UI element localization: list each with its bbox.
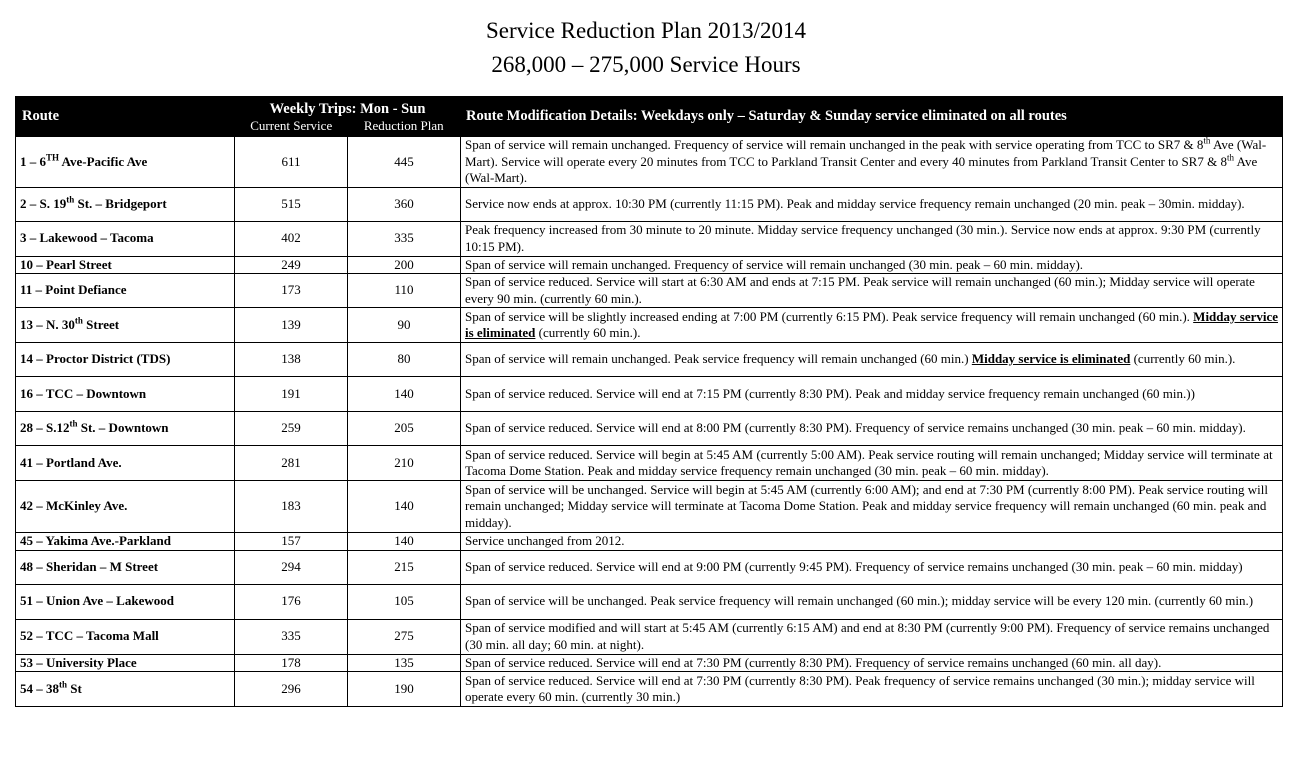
text-run: Span of service will be unchanged. Peak service frequency will remain unchanged (60 min.); midday service will be every 120 min. (currently 60 min.) bbox=[465, 593, 1254, 609]
modification-details bbox=[461, 619, 1283, 654]
text-run: 48 – Sheridan – M Street bbox=[20, 558, 159, 574]
text-run: St. – Bridgeport bbox=[74, 195, 167, 211]
text-run: 3 – Lakewood – Tacoma bbox=[20, 230, 154, 246]
route-name bbox=[16, 137, 235, 188]
table-row bbox=[16, 672, 1283, 707]
current-service-trips: 138 bbox=[235, 343, 348, 377]
title-line-1: Service Reduction Plan 2013/2014 bbox=[485, 18, 807, 43]
text-run: Span of service reduced. Service will end at 9:00 PM (currently 9:45 PM). Frequency of service remains unchanged (30 min. peak – 60 min. midday) bbox=[465, 558, 1243, 574]
text-run: 54 – 38 bbox=[20, 680, 59, 696]
service-reduction-table bbox=[15, 96, 1283, 707]
modification-details bbox=[461, 533, 1283, 551]
route-name bbox=[16, 412, 235, 446]
reduction-plan-trips: 360 bbox=[348, 187, 461, 221]
reduction-plan-trips: 190 bbox=[348, 672, 461, 707]
table-row bbox=[16, 533, 1283, 551]
superscript: th bbox=[1203, 135, 1211, 146]
reduction-plan-trips: 140 bbox=[348, 533, 461, 551]
modification-details bbox=[461, 221, 1283, 256]
text-run: St. – Downtown bbox=[77, 420, 169, 436]
route-name bbox=[16, 274, 235, 308]
text-run: 2 – S. 19 bbox=[20, 195, 67, 211]
route-name bbox=[16, 446, 235, 481]
text-run: 11 – Point Defiance bbox=[20, 282, 127, 298]
table-row bbox=[16, 550, 1283, 584]
text-run: 10 – Pearl Street bbox=[20, 256, 112, 272]
emphasis-text: Midday service is eliminated bbox=[465, 308, 1279, 340]
modification-details bbox=[461, 550, 1283, 584]
header-route: Route bbox=[16, 97, 235, 137]
route-name bbox=[16, 619, 235, 654]
text-run: Span of service reduced. Service will begin at 5:45 AM (currently 5:00 AM). Peak service routing will remain unchanged; Midday service will terminate at Tacoma Dome Station. Peak and midday service frequency remain unchanged (30 min. peak – 60 min. midday). bbox=[465, 446, 1273, 478]
text-run: Span of service reduced. Service will end at 7:30 PM (currently 8:30 PM). Frequency of service remains unchanged (60 min. all day). bbox=[465, 654, 1162, 670]
emphasis-text: Midday service is eliminated bbox=[971, 351, 1131, 367]
header-row bbox=[16, 97, 1283, 137]
table-row bbox=[16, 377, 1283, 412]
table-row bbox=[16, 619, 1283, 654]
table-row bbox=[16, 343, 1283, 377]
table-row bbox=[16, 256, 1283, 274]
modification-details bbox=[461, 446, 1283, 481]
text-run: Ave (Wal-Mart). Service will operate every 20 minutes from TCC to Parkland Transit Center and every 40 minutes from Parkland Transit Center to SR7 & 8 bbox=[465, 137, 1267, 169]
text-run: 13 – N. 30 bbox=[20, 316, 75, 332]
header-weekly-trips bbox=[235, 97, 461, 137]
text-run: Span of service reduced. Service will end at 7:15 PM (currently 8:30 PM). Peak and midday service frequency remain unchanged (60 min.)) bbox=[465, 385, 1195, 401]
text-run: Ave-Pacific Ave bbox=[59, 153, 148, 169]
route-name bbox=[16, 550, 235, 584]
header-details: Route Modification Details: Weekdays only – Saturday & Sunday service eliminated on all routes bbox=[461, 97, 1283, 137]
text-run: 16 – TCC – Downtown bbox=[20, 385, 147, 401]
current-service-trips: 191 bbox=[235, 377, 348, 412]
text-run: Service now ends at approx. 10:30 PM (currently 11:15 PM). Peak and midday service frequency remain unchanged (20 min. peak – 30min. midday). bbox=[465, 195, 1245, 211]
reduction-plan-trips: 90 bbox=[348, 308, 461, 343]
modification-details bbox=[461, 308, 1283, 343]
route-name bbox=[16, 481, 235, 533]
text-run: Span of service modified and will start at 5:45 AM (currently 6:15 AM) and end at 8:30 PM (currently 9:00 PM). Frequency of service remains unchanged (30 min. all day; 60 min. at night). bbox=[465, 620, 1270, 652]
reduction-plan-trips: 210 bbox=[348, 446, 461, 481]
text-run: 51 – Union Ave – Lakewood bbox=[20, 593, 174, 609]
reduction-plan-trips: 445 bbox=[348, 137, 461, 188]
route-name bbox=[16, 187, 235, 221]
header-weekly-trips-title: Weekly Trips: Mon - Sun bbox=[269, 100, 426, 117]
text-run: 42 – McKinley Ave. bbox=[20, 498, 128, 514]
current-service-trips: 335 bbox=[235, 619, 348, 654]
current-service-trips: 183 bbox=[235, 481, 348, 533]
route-name bbox=[16, 377, 235, 412]
reduction-plan-trips: 80 bbox=[348, 343, 461, 377]
modification-details bbox=[461, 412, 1283, 446]
table-row bbox=[16, 481, 1283, 533]
route-name bbox=[16, 221, 235, 256]
reduction-plan-trips: 215 bbox=[348, 550, 461, 584]
reduction-plan-trips: 140 bbox=[348, 481, 461, 533]
text-run: 1 – 6 bbox=[20, 153, 46, 169]
current-service-trips: 176 bbox=[235, 584, 348, 619]
current-service-trips: 157 bbox=[235, 533, 348, 551]
text-run: 53 – University Place bbox=[20, 654, 137, 670]
reduction-plan-trips: 205 bbox=[348, 412, 461, 446]
modification-details bbox=[461, 654, 1283, 672]
route-name bbox=[16, 672, 235, 707]
table-body bbox=[16, 137, 1283, 707]
table-row bbox=[16, 137, 1283, 188]
table-row bbox=[16, 412, 1283, 446]
text-run: (currently 60 min.). bbox=[1130, 351, 1236, 367]
text-run: 14 – Proctor District (TDS) bbox=[20, 351, 171, 367]
route-name bbox=[16, 654, 235, 672]
table-row bbox=[16, 584, 1283, 619]
current-service-trips: 281 bbox=[235, 446, 348, 481]
current-service-trips: 402 bbox=[235, 221, 348, 256]
table-row bbox=[16, 308, 1283, 343]
superscript: th bbox=[59, 679, 68, 690]
superscript: TH bbox=[46, 152, 60, 163]
modification-details bbox=[461, 672, 1283, 707]
text-run: 28 – S.12 bbox=[20, 420, 70, 436]
header-trips-subheaders bbox=[235, 118, 460, 134]
modification-details bbox=[461, 584, 1283, 619]
superscript: th bbox=[66, 194, 75, 205]
text-run: Span of service will remain unchanged. Frequency of service will remain unchanged (30 min. peak – 60 min. midday). bbox=[465, 256, 1084, 272]
header-reduction-plan: Reduction Plan bbox=[363, 117, 444, 133]
text-run: Span of service reduced. Service will end at 7:30 PM (currently 8:30 PM). Peak frequency of service remains unchanged (30 min.); midday service will operate every 60 min. (currently 30 min.) bbox=[465, 672, 1255, 704]
reduction-plan-trips: 140 bbox=[348, 377, 461, 412]
text-run: 41 – Portland Ave. bbox=[20, 454, 122, 470]
reduction-plan-trips: 200 bbox=[348, 256, 461, 274]
text-run: 52 – TCC – Tacoma Mall bbox=[20, 628, 159, 644]
text-run: Span of service reduced. Service will start at 6:30 AM and ends at 7:15 PM. Peak service will remain unchanged (60 min.); Midday service will operate every 90 min. (currently 60 min.). bbox=[465, 274, 1255, 306]
table-row bbox=[16, 446, 1283, 481]
modification-details bbox=[461, 256, 1283, 274]
table-row bbox=[16, 187, 1283, 221]
table-header bbox=[16, 97, 1283, 137]
current-service-trips: 139 bbox=[235, 308, 348, 343]
modification-details bbox=[461, 187, 1283, 221]
route-name bbox=[16, 256, 235, 274]
table-row bbox=[16, 221, 1283, 256]
modification-details bbox=[461, 481, 1283, 533]
text-run: Span of service reduced. Service will end at 8:00 PM (currently 8:30 PM). Frequency of service remains unchanged (30 min. peak – 60 min. midday). bbox=[465, 420, 1246, 436]
text-run: Span of service will remain unchanged. Peak service frequency will remain unchanged (60 min.) bbox=[465, 351, 972, 367]
reduction-plan-trips: 135 bbox=[348, 654, 461, 672]
table-row bbox=[16, 654, 1283, 672]
current-service-trips: 611 bbox=[235, 137, 348, 188]
route-name bbox=[16, 584, 235, 619]
reduction-plan-trips: 110 bbox=[348, 274, 461, 308]
text-run: Street bbox=[82, 316, 120, 332]
superscript: th bbox=[74, 315, 83, 326]
current-service-trips: 259 bbox=[235, 412, 348, 446]
route-name bbox=[16, 533, 235, 551]
current-service-trips: 178 bbox=[235, 654, 348, 672]
route-name bbox=[16, 343, 235, 377]
reduction-plan-trips: 275 bbox=[348, 619, 461, 654]
text-run: St bbox=[67, 680, 82, 696]
modification-details bbox=[461, 377, 1283, 412]
text-run: Service unchanged from 2012. bbox=[465, 533, 625, 548]
text-run: Peak frequency increased from 30 minute to 20 minute. Midday service frequency unchanged (30 min.). Service now ends at approx. 9:30 PM (currently 10:15 PM). bbox=[465, 222, 1261, 254]
title-line-2: 268,000 – 275,000 Service Hours bbox=[491, 52, 801, 77]
modification-details bbox=[461, 343, 1283, 377]
route-name bbox=[16, 308, 235, 343]
table-row bbox=[16, 274, 1283, 308]
document-title bbox=[0, 14, 1292, 81]
reduction-plan-trips: 105 bbox=[348, 584, 461, 619]
text-run: Span of service will be slightly increased ending at 7:00 PM (currently 6:15 PM). Peak service frequency will remain unchanged (60 min.). bbox=[465, 308, 1194, 324]
modification-details bbox=[461, 137, 1283, 188]
text-run: 45 – Yakima Ave.-Parkland bbox=[20, 533, 171, 548]
text-run: Span of service will remain unchanged. Frequency of service will remain unchanged in the peak with service operating from TCC to SR7 & 8 bbox=[465, 137, 1204, 152]
superscript: th bbox=[1226, 152, 1234, 163]
current-service-trips: 296 bbox=[235, 672, 348, 707]
current-service-trips: 515 bbox=[235, 187, 348, 221]
text-run: (currently 60 min.). bbox=[535, 325, 641, 340]
current-service-trips: 294 bbox=[235, 550, 348, 584]
text-run: Span of service will be unchanged. Service will begin at 5:45 AM (currently 6:00 AM); and end at 7:30 PM (currently 8:00 PM). Peak service routing will remain unchanged; Midday service will terminate at Tacoma Dome Station. Peak and midday service frequency will remain unchanged (60 min. peak and midday). bbox=[465, 481, 1268, 530]
header-current-service: Current Service bbox=[250, 117, 333, 133]
superscript: th bbox=[69, 418, 78, 429]
reduction-plan-trips: 335 bbox=[348, 221, 461, 256]
modification-details bbox=[461, 274, 1283, 308]
current-service-trips: 173 bbox=[235, 274, 348, 308]
text-run: Ave (Wal-Mart). bbox=[465, 153, 1258, 185]
current-service-trips: 249 bbox=[235, 256, 348, 274]
